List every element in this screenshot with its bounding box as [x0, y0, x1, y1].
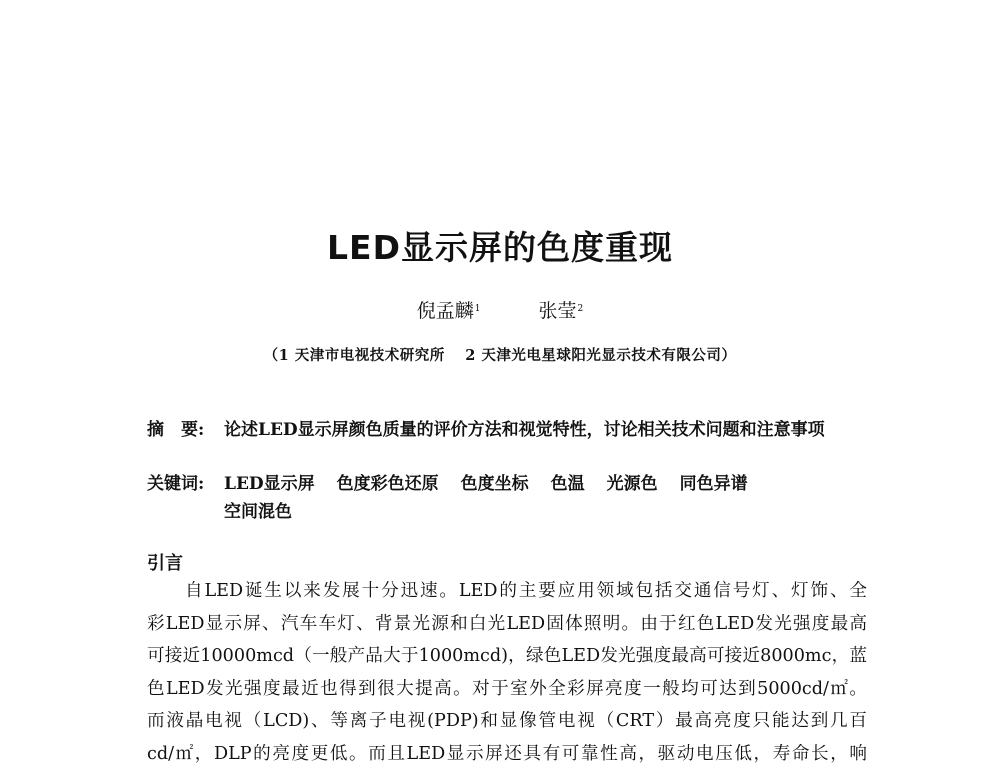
- keyword: 光源色: [607, 474, 658, 494]
- body-line: cd/㎡，DLP的亮度更低。而且LED显示屏还具有可靠性高，驱动电压低，寿命长，响: [147, 738, 867, 770]
- author-2: [539, 296, 584, 326]
- keyword: 色度坐标: [461, 474, 529, 494]
- keywords-label: 关键词:: [147, 470, 229, 498]
- abstract-label: 摘 要:: [147, 416, 229, 444]
- body-line: 色LED发光强度最近也得到很大提高。对于室外全彩屏亮度一般均可达到5000cd/㎡。: [147, 673, 867, 706]
- keywords-list: [224, 470, 867, 526]
- author-1: [417, 296, 481, 326]
- abstract: [147, 416, 867, 444]
- keyword: LED显示屏: [224, 474, 315, 494]
- abstract-text: 论述LED显示屏颜色质量的评价方法和视觉特性，讨论相关技术问题和注意事项: [224, 416, 867, 444]
- keyword: 同色异谱: [680, 474, 748, 494]
- keyword: 色温: [551, 474, 585, 494]
- body-line: 自LED诞生以来发展十分迅速。LED的主要应用领域包括交通信号灯、灯饰、全: [147, 575, 867, 608]
- author-name: 倪孟麟: [417, 300, 474, 322]
- affiliation-mark: 2: [578, 304, 584, 314]
- paper-title: LED显示屏的色度重现: [0, 226, 1000, 270]
- author-name: 张莹: [539, 300, 577, 322]
- body-line: 彩LED显示屏、汽车车灯、背景光源和白光LED固体照明。由于红色LED发光强度最高: [147, 608, 867, 641]
- section-heading: 引言: [147, 550, 183, 578]
- keyword: 空间混色: [224, 502, 292, 522]
- body-line: 而液晶电视（LCD)、等离子电视(PDP)和显像管电视（CRT）最高亮度只能达到几百: [147, 705, 867, 738]
- affiliations: （1 天津市电视技术研究所 2 天津光电星球阳光显示技术有限公司）: [0, 343, 1000, 369]
- body-line: 可接近10000mcd（一般产品大于1000mcd)，绿色LED发光强度最高可接近8000mc，蓝: [147, 640, 867, 673]
- keywords: [147, 470, 867, 526]
- keyword: 色度彩色还原: [337, 474, 439, 494]
- body-paragraph: [147, 575, 867, 770]
- author-list: [0, 296, 1000, 326]
- affiliation-mark: 1: [475, 304, 481, 314]
